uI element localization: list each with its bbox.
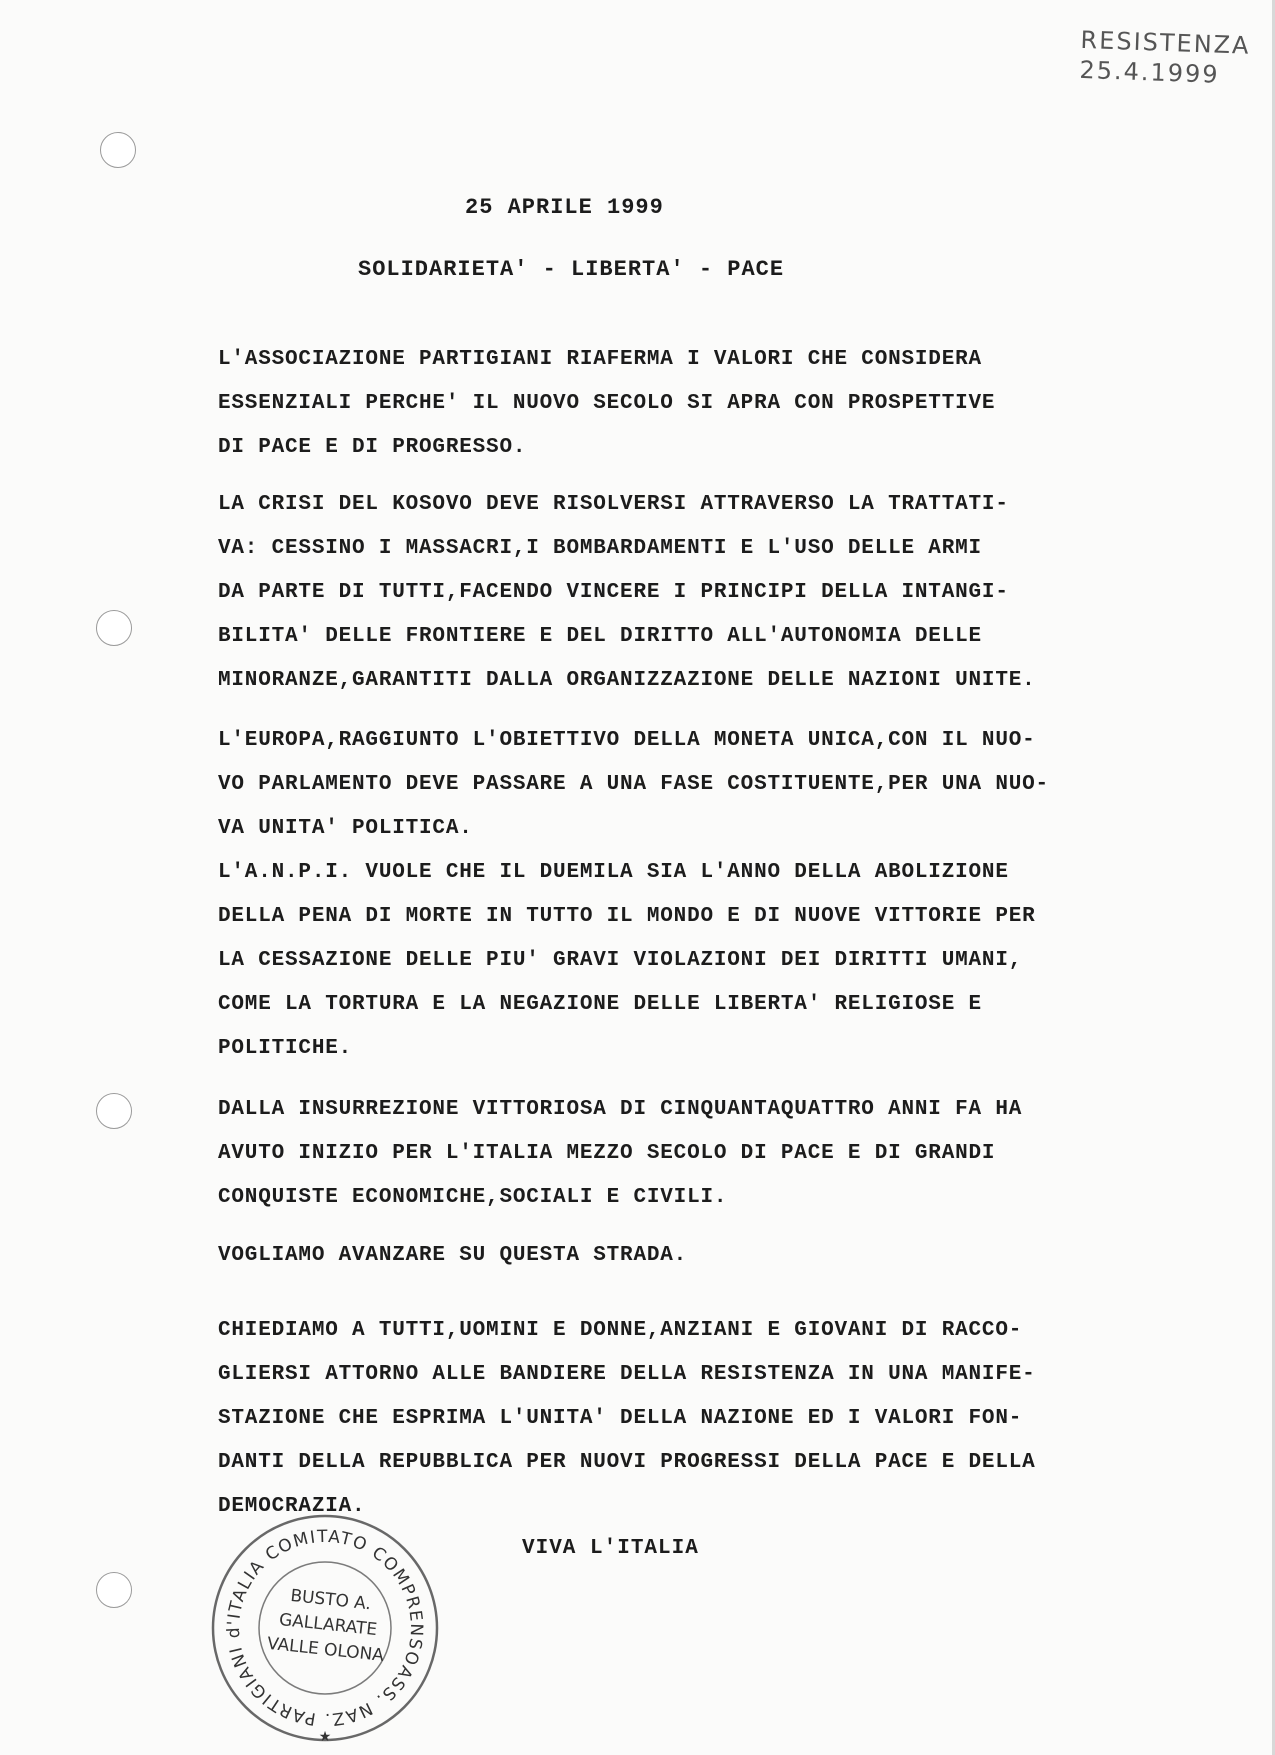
paragraph xyxy=(218,483,1178,703)
punch-hole-bottom xyxy=(96,1572,132,1608)
text-line: VA UNITA' POLITICA. xyxy=(218,817,473,840)
paragraph xyxy=(218,719,1178,1071)
text-line: ESSENZIALI PERCHE' IL NUOVO SECOLO SI APRA CON PROSPETTIVE xyxy=(218,392,996,415)
text-line: COME LA TORTURA E LA NEGAZIONE DELLE LIBERTA' RELIGIOSE E xyxy=(218,993,982,1016)
punch-hole-lower-middle xyxy=(96,1093,132,1129)
handwritten-note-line: 25.4.1999 xyxy=(1079,55,1221,89)
paragraph xyxy=(218,338,1178,470)
text-line: VOGLIAMO AVANZARE SU QUESTA STRADA. xyxy=(218,1244,688,1267)
text-line: MINORANZE,GARANTITI DALLA ORGANIZZAZIONE DELLE NAZIONI UNITE. xyxy=(218,669,1036,692)
handwritten-note-line: RESISTENZA xyxy=(1080,25,1251,60)
paragraph xyxy=(218,1309,1178,1529)
text-line: DEMOCRAZIA. xyxy=(218,1495,366,1518)
document-motto: SOLIDARIETA' - LIBERTA' - PACE xyxy=(358,257,785,282)
stamp-center-line: VALLE OLONA xyxy=(266,1633,385,1666)
stamp-center xyxy=(249,1580,406,1670)
paragraph xyxy=(218,1234,1178,1278)
text-line: L'ASSOCIAZIONE PARTIGIANI RIAFERMA I VALORI CHE CONSIDERA xyxy=(218,348,982,371)
text-line: VA: CESSINO I MASSACRI,I BOMBARDAMENTI E L'USO DELLE ARMI xyxy=(218,537,982,560)
stamp-center-line: BUSTO A. xyxy=(289,1585,372,1615)
text-line: DELLA PENA DI MORTE IN TUTTO IL MONDO E DI NUOVE VITTORIE PER xyxy=(218,905,1036,928)
text-line: STAZIONE CHE ESPRIMA L'UNITA' DELLA NAZIONE ED I VALORI FON- xyxy=(218,1407,1023,1430)
handwritten-note xyxy=(1079,25,1261,91)
text-line: GLIERSI ATTORNO ALLE BANDIERE DELLA RESISTENZA IN UNA MANIFE- xyxy=(218,1363,1036,1386)
text-line: L'EUROPA,RAGGIUNTO L'OBIETTIVO DELLA MONETA UNICA,CON IL NUO- xyxy=(218,729,1036,752)
paragraph xyxy=(218,1088,1178,1220)
text-line: VO PARLAMENTO DEVE PASSARE A UNA FASE COSTITUENTE,PER UNA NUO- xyxy=(218,773,1049,796)
text-line: DANTI DELLA REPUBBLICA PER NUOVI PROGRESSI DELLA PACE E DELLA xyxy=(218,1451,1036,1474)
punch-hole-upper-middle xyxy=(96,610,132,646)
text-line: CHIEDIAMO A TUTTI,UOMINI E DONNE,ANZIANI E GIOVANI DI RACCO- xyxy=(218,1319,1023,1342)
text-line: LA CRISI DEL KOSOVO DEVE RISOLVERSI ATTRAVERSO LA TRATTATI- xyxy=(218,493,1009,516)
punch-hole-top xyxy=(100,132,136,168)
text-line: DA PARTE DI TUTTI,FACENDO VINCERE I PRINCIPI DELLA INTANGI- xyxy=(218,581,1009,604)
text-line: DALLA INSURREZIONE VITTORIOSA DI CINQUANTAQUATTRO ANNI FA HA xyxy=(218,1098,1023,1121)
stamp-ring-text: ASS. NAZ. PARTIGIANI d'ITALIA COMITATO COMPRENSORIALE xyxy=(223,1526,427,1730)
text-line: L'A.N.P.I. VUOLE CHE IL DUEMILA SIA L'ANNO DELLA ABOLIZIONE xyxy=(218,861,1009,884)
stamp-center-line: GALLARATE xyxy=(278,1609,378,1641)
text-line: DI PACE E DI PROGRESSO. xyxy=(218,436,527,459)
association-stamp xyxy=(205,1508,445,1748)
text-line: LA CESSAZIONE DELLE PIU' GRAVI VIOLAZIONI DEI DIRITTI UMANI, xyxy=(218,949,1023,972)
closing-salutation: VIVA L'ITALIA xyxy=(522,1537,699,1560)
text-line: AVUTO INIZIO PER L'ITALIA MEZZO SECOLO DI PACE E DI GRANDI xyxy=(218,1142,996,1165)
text-line: POLITICHE. xyxy=(218,1037,353,1060)
text-line: CONQUISTE ECONOMICHE,SOCIALI E CIVILI. xyxy=(218,1186,728,1209)
text-line: BILITA' DELLE FRONTIERE E DEL DIRITTO ALL'AUTONOMIA DELLE xyxy=(218,625,982,648)
star-icon: ★ xyxy=(318,1729,332,1745)
document-date: 25 APRILE 1999 xyxy=(465,195,664,220)
